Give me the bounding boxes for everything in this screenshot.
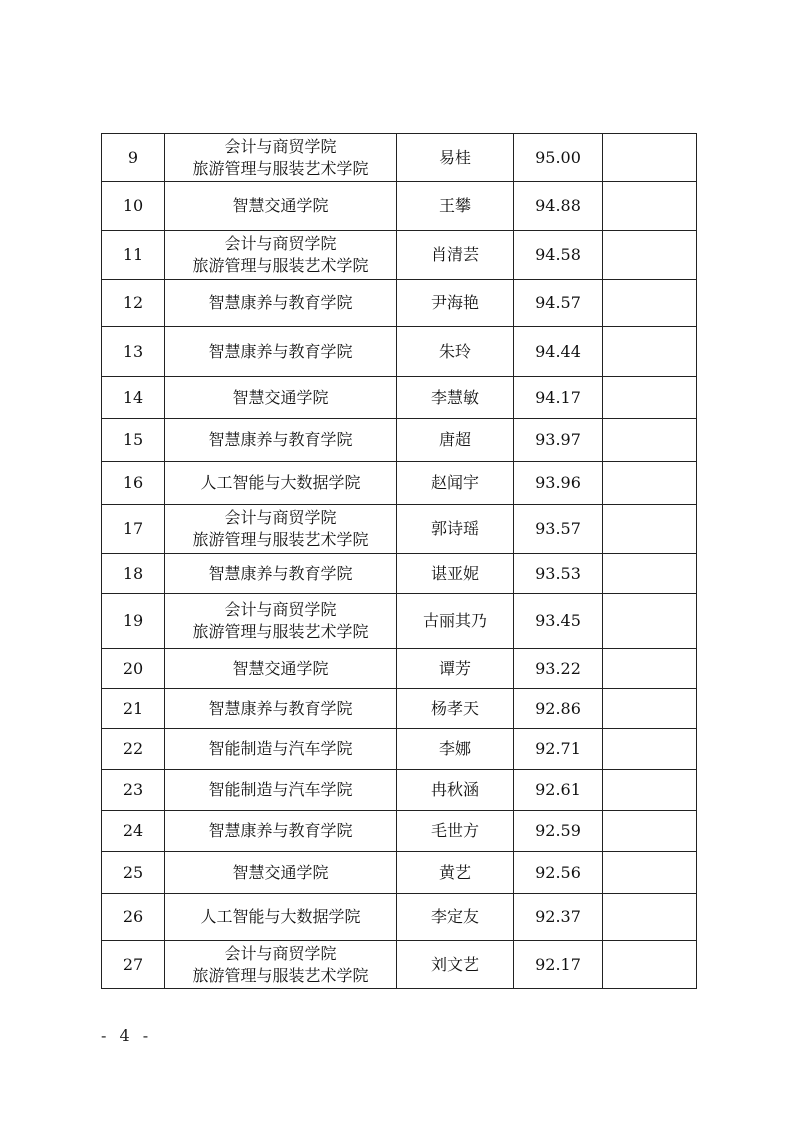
score-cell: 92.17 bbox=[514, 941, 603, 989]
college-name-line: 智慧交通学院 bbox=[232, 658, 329, 678]
name-cell: 谌亚妮 bbox=[397, 554, 514, 594]
college-name-line: 会计与商贸学院 bbox=[224, 943, 337, 963]
table-row bbox=[102, 462, 697, 505]
remark-cell bbox=[603, 811, 697, 852]
score-cell: 93.97 bbox=[514, 419, 603, 462]
name-cell: 杨孝天 bbox=[397, 689, 514, 729]
row-number-cell: 13 bbox=[102, 327, 165, 377]
college-name-line: 旅游管理与服装艺术学院 bbox=[192, 158, 369, 178]
score-cell: 94.88 bbox=[514, 182, 603, 231]
row-number-cell: 16 bbox=[102, 462, 165, 505]
table-row bbox=[102, 182, 697, 231]
college-name-line: 智慧康养与教育学院 bbox=[208, 821, 353, 840]
table-row bbox=[102, 505, 697, 554]
college-cell bbox=[165, 462, 397, 505]
remark-cell bbox=[603, 852, 697, 894]
college-name-line: 智慧交通学院 bbox=[232, 862, 329, 882]
score-cell: 93.45 bbox=[514, 594, 603, 649]
college-cell bbox=[165, 594, 397, 649]
college-name-line: 智慧康养与教育学院 bbox=[208, 698, 353, 718]
remark-cell bbox=[603, 729, 697, 770]
table-row bbox=[102, 327, 697, 377]
row-number-cell: 22 bbox=[102, 729, 165, 770]
name-cell: 李慧敏 bbox=[397, 377, 514, 419]
college-cell bbox=[165, 554, 397, 594]
score-cell: 94.57 bbox=[514, 280, 603, 327]
score-cell: 93.96 bbox=[514, 462, 603, 505]
college-cell bbox=[165, 505, 397, 554]
remark-cell bbox=[603, 377, 697, 419]
table-row bbox=[102, 770, 697, 811]
remark-cell bbox=[603, 182, 697, 231]
remark-cell bbox=[603, 594, 697, 649]
college-cell bbox=[165, 649, 397, 689]
score-cell: 93.57 bbox=[514, 505, 603, 554]
page-number: - 4 - bbox=[101, 1026, 153, 1045]
name-cell: 冉秋涵 bbox=[397, 770, 514, 811]
remark-cell bbox=[603, 941, 697, 989]
remark-cell bbox=[603, 894, 697, 941]
table-row bbox=[102, 594, 697, 649]
table-row bbox=[102, 377, 697, 419]
score-cell: 93.22 bbox=[514, 649, 603, 689]
college-name-line: 人工智能与大数据学院 bbox=[200, 907, 361, 926]
score-cell: 92.37 bbox=[514, 894, 603, 941]
college-cell bbox=[165, 811, 397, 852]
score-cell: 92.56 bbox=[514, 852, 603, 894]
college-name-line: 人工智能与大数据学院 bbox=[200, 473, 361, 492]
score-cell: 94.17 bbox=[514, 377, 603, 419]
score-cell: 93.53 bbox=[514, 554, 603, 594]
row-number-cell: 20 bbox=[102, 649, 165, 689]
name-cell: 古丽其乃 bbox=[397, 594, 514, 649]
row-number-cell: 18 bbox=[102, 554, 165, 594]
table-row bbox=[102, 729, 697, 770]
remark-cell bbox=[603, 689, 697, 729]
score-cell: 94.44 bbox=[514, 327, 603, 377]
college-cell bbox=[165, 231, 397, 280]
row-number-cell: 25 bbox=[102, 852, 165, 894]
college-name-line: 智慧康养与教育学院 bbox=[208, 563, 353, 583]
ranking-table-body bbox=[102, 134, 697, 989]
row-number-cell: 23 bbox=[102, 770, 165, 811]
table-row bbox=[102, 419, 697, 462]
row-number-cell: 9 bbox=[102, 134, 165, 182]
name-cell: 肖清芸 bbox=[397, 231, 514, 280]
row-number-cell: 12 bbox=[102, 280, 165, 327]
name-cell: 易桂 bbox=[397, 134, 514, 182]
college-cell bbox=[165, 134, 397, 182]
row-number-cell: 14 bbox=[102, 377, 165, 419]
name-cell: 朱玲 bbox=[397, 327, 514, 377]
college-name-line: 智能制造与汽车学院 bbox=[208, 780, 353, 799]
name-cell: 刘文艺 bbox=[397, 941, 514, 989]
score-cell: 92.61 bbox=[514, 770, 603, 811]
table-row bbox=[102, 689, 697, 729]
row-number-cell: 21 bbox=[102, 689, 165, 729]
name-cell: 李娜 bbox=[397, 729, 514, 770]
college-name-line: 智慧康养与教育学院 bbox=[208, 341, 353, 361]
row-number-cell: 24 bbox=[102, 811, 165, 852]
row-number-cell: 26 bbox=[102, 894, 165, 941]
score-cell: 92.71 bbox=[514, 729, 603, 770]
row-number-cell: 17 bbox=[102, 505, 165, 554]
college-name-line: 旅游管理与服装艺术学院 bbox=[192, 965, 369, 985]
college-cell bbox=[165, 941, 397, 989]
remark-cell bbox=[603, 649, 697, 689]
table-row bbox=[102, 280, 697, 327]
remark-cell bbox=[603, 462, 697, 505]
table-row bbox=[102, 134, 697, 182]
college-cell bbox=[165, 852, 397, 894]
college-name-line: 会计与商贸学院 bbox=[224, 136, 337, 156]
row-number-cell: 15 bbox=[102, 419, 165, 462]
name-cell: 毛世方 bbox=[397, 811, 514, 852]
college-name-line: 智慧交通学院 bbox=[232, 196, 329, 215]
table-row bbox=[102, 649, 697, 689]
score-cell: 95.00 bbox=[514, 134, 603, 182]
table-row bbox=[102, 852, 697, 894]
table-row bbox=[102, 554, 697, 594]
college-cell bbox=[165, 327, 397, 377]
table-row bbox=[102, 811, 697, 852]
score-cell: 92.86 bbox=[514, 689, 603, 729]
table-row bbox=[102, 894, 697, 941]
remark-cell bbox=[603, 327, 697, 377]
name-cell: 黄艺 bbox=[397, 852, 514, 894]
college-name-line: 智慧交通学院 bbox=[232, 387, 329, 407]
name-cell: 尹海艳 bbox=[397, 280, 514, 327]
college-cell bbox=[165, 729, 397, 770]
row-number-cell: 10 bbox=[102, 182, 165, 231]
table-row bbox=[102, 231, 697, 280]
row-number-cell: 27 bbox=[102, 941, 165, 989]
college-name-line: 会计与商贸学院 bbox=[224, 508, 337, 527]
college-cell bbox=[165, 419, 397, 462]
college-name-line: 旅游管理与服装艺术学院 bbox=[192, 622, 369, 641]
score-cell: 94.58 bbox=[514, 231, 603, 280]
table-row bbox=[102, 941, 697, 989]
remark-cell bbox=[603, 419, 697, 462]
college-name-line: 会计与商贸学院 bbox=[224, 234, 337, 253]
row-number-cell: 11 bbox=[102, 231, 165, 280]
remark-cell bbox=[603, 280, 697, 327]
college-cell bbox=[165, 770, 397, 811]
college-name-line: 旅游管理与服装艺术学院 bbox=[192, 530, 369, 549]
college-cell bbox=[165, 182, 397, 231]
score-cell: 92.59 bbox=[514, 811, 603, 852]
name-cell: 王攀 bbox=[397, 182, 514, 231]
name-cell: 李定友 bbox=[397, 894, 514, 941]
name-cell: 唐超 bbox=[397, 419, 514, 462]
remark-cell bbox=[603, 505, 697, 554]
college-cell bbox=[165, 280, 397, 327]
name-cell: 赵闻宇 bbox=[397, 462, 514, 505]
college-name-line: 旅游管理与服装艺术学院 bbox=[192, 256, 369, 275]
row-number-cell: 19 bbox=[102, 594, 165, 649]
ranking-table bbox=[101, 133, 697, 989]
name-cell: 郭诗瑶 bbox=[397, 505, 514, 554]
college-name-line: 智能制造与汽车学院 bbox=[208, 739, 353, 758]
remark-cell bbox=[603, 554, 697, 594]
remark-cell bbox=[603, 231, 697, 280]
college-cell bbox=[165, 689, 397, 729]
remark-cell bbox=[603, 770, 697, 811]
college-name-line: 智慧康养与教育学院 bbox=[208, 293, 353, 312]
college-name-line: 会计与商贸学院 bbox=[224, 600, 337, 619]
college-name-line: 智慧康养与教育学院 bbox=[208, 430, 353, 449]
college-cell bbox=[165, 377, 397, 419]
college-cell bbox=[165, 894, 397, 941]
remark-cell bbox=[603, 134, 697, 182]
name-cell: 谭芳 bbox=[397, 649, 514, 689]
